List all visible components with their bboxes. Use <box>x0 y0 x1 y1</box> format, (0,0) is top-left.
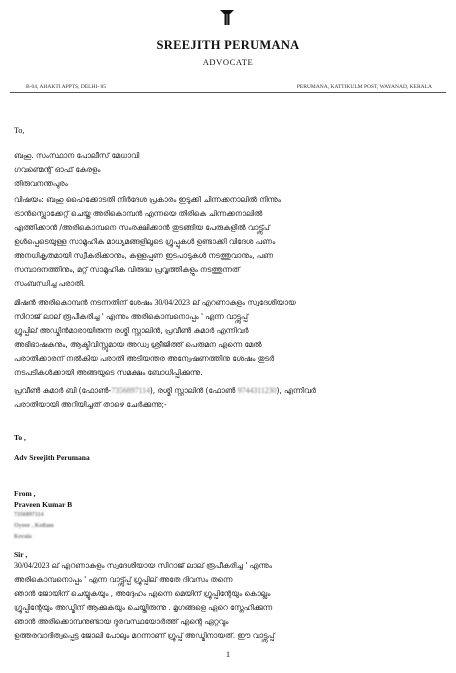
paragraph-line: അരികൊമ്പനൊപ്പം ' എന്ന വാട്ട്സ്പ്പ് ഗ്രൂപ്പില് അതേ ദിവസം തന്നെ <box>14 575 233 584</box>
header-divider <box>10 92 446 93</box>
paragraph-line: അഭിഭാഷകനും, ആക്ടിവിസ്റ്റുമായ അഡ്വ ശ്രീജിത്ത് പെരുമന എന്നെ മേൽ <box>14 340 262 349</box>
redacted-phone: 7356897114 <box>111 386 150 395</box>
redacted-phone: 9744311230 <box>237 386 277 395</box>
complainants-paragraph <box>14 384 444 412</box>
subject-line: സമ്പാദനത്തിനും, മറ്റ് സാമൂഹിക വിരുദ്ധ പ്രവൃത്തികളും നടത്തുന്നത് <box>14 265 240 274</box>
from-house: Oyoor , Kollam <box>14 523 54 529</box>
page-number: 1 <box>225 649 231 659</box>
subject-line: സംബന്ധിച്ച പരാതി. <box>14 279 86 288</box>
body-paragraph <box>14 559 444 643</box>
date-text: 30/04/2023 <box>14 561 50 570</box>
subject-line: ട്രാൻസ്ലൊക്കേറ്റ് ചെയ്ത അരികൊമ്പൻ എന്നയെ തിരികെ ചിന്നക്കനാലിൽ <box>14 209 263 218</box>
complaint-paragraph <box>14 296 444 380</box>
paragraph-line: ഞാൻ അരിക്കൊമ്പനുണ്ടായ ദുരവസ്ഥയോർത്ത് എന്റെ ഏറ്റവും <box>14 617 229 626</box>
salutation: Sir , <box>14 550 28 559</box>
address-right: PERUMANA, KATTIKULM POST, WAYANAD, KERALA <box>296 84 432 90</box>
advocate-name: SREEJITH PERUMANA <box>156 38 300 52</box>
paragraph-line: ഗ്രൂപ്പില് അഡ്മിൻമാരായിരുന്ന രശ്മി സ്റ്റാലിൻ, പ്രവീൺ കുമാർ എന്നിവർ <box>14 326 249 335</box>
from-name: Praveen Kumar B <box>14 500 73 509</box>
addressee-name: Adv Sreejith Perumana <box>14 453 90 462</box>
paragraph-line: മിഷൻ അരികൊമ്പൻ നടന്നതിന് ശേഷം 30/04/2023 ല് എറണാകുളം സ്വദേശിയായ <box>14 298 296 307</box>
address-left: B-04, AHAKTI APPTS, DELHI- 85 <box>26 84 107 90</box>
from-state: Kerala <box>14 534 32 540</box>
paragraph-line: ഞാൻ ജോയിന് ചെയ്യുകയും , അദ്ദേഹം എന്നെ മെയിന് ഗ്രൂപ്പിന്റേയും കൊല്ലം <box>14 589 271 598</box>
subject-line: എത്തിക്കാൻ /അരികൊമ്പനെ സംരക്ഷിക്കാൻ തുടങ്ങിയ പേരുകളിൽ വാട്ട്സ്പ് <box>14 223 270 232</box>
paragraph-line: പരാതിയായി അറിയിച്ചത് താഴെ ചേർക്കുന്നു;- <box>14 400 167 409</box>
subject-line: ഉൾപ്പെടെയുള്ള സാമൂഹിക മാധ്യമങ്ങളിലൂടെ ഗ്രൂപ്പുകൾ ഉണ്ടാക്കി വിദേശ പണം <box>14 237 276 246</box>
paragraph-line: ഗ്രൂപ്പിന്റേയും അഡ്മിന് ആക്കുകയും ചെയ്തിരുന്നു . മൃഗങ്ങളെ ഏറെ സ്നേഹിക്കുന്ന <box>14 603 273 612</box>
recipient-line: ബഹു. സംസ്ഥാന പോലീസ് മേധാവി <box>14 151 140 160</box>
paragraph-line: ഉത്തരവാദിത്വപ്പെട്ട ജോലി പോലും മറന്നാണ് ഗ്രൂപ്പ് അഡ്മിനായത്. ഈ വാട്ട്സപ്പ് <box>14 631 275 640</box>
from-block <box>14 488 444 543</box>
paragraph-line: 30/04/2023 ല് എറണാകുളം സ്വദേശിയായ സിറാജ് ലാല് രൂപീകരിച്ച ' എന്നും <box>14 561 272 570</box>
from-label: From , <box>14 489 36 498</box>
subject-block <box>14 193 444 291</box>
paragraph-line: സിറാജ് ലാല് രൂപീകരിച്ച ' എന്നും അരികൊമ്പനൊപ്പം ' എന്ന വാട്ട്സപ്പ് <box>14 312 248 321</box>
recipient-line: തിരുവനന്തപുരം <box>14 179 68 188</box>
from-phone: 7356897114 <box>14 512 44 518</box>
to-label-2: To , <box>14 433 26 442</box>
subject-line: അനധികൃതമായി സ്വീകരിക്കാനും, കള്ളപ്പണ ഇടപാടുകൾ നടത്തുവാനും, പണ <box>14 251 274 260</box>
subject-line: വിഷയം: ബഹു ഹൈക്കോടതി നിർദേശ പ്രകാരം ഇടുക്കി ചിന്നക്കനാലിൽ നിന്നും <box>14 195 281 204</box>
advocate-bands-logo <box>216 8 238 26</box>
to-label: To, <box>14 126 25 135</box>
paragraph-line: പരാതിക്കാരന് നൽകിയ പരാതി അടിയന്തര അന്വേഷണത്തിനു ശേഷം തുടർ <box>14 354 275 363</box>
recipient-line: ഗവണ്മെന്റ് ഓഫ് കേരളം <box>14 165 101 174</box>
recipient-block <box>14 149 444 191</box>
paragraph-line: പ്രവീൺ കുമാർ ബി (ഫോൺ-7356897114), രശ്മി സ്റ്റാലിൻ (ഫോൺ 9744311230), എന്നിവർ <box>14 386 316 395</box>
date-text: 30/04/2023 <box>154 298 190 307</box>
advocate-title: ADVOCATE <box>202 57 254 67</box>
paragraph-line: നടപടികൾക്കായി അങ്ങയുടെ സമക്ഷം ബോധിപ്പിക്കുന്നു. <box>14 368 203 377</box>
